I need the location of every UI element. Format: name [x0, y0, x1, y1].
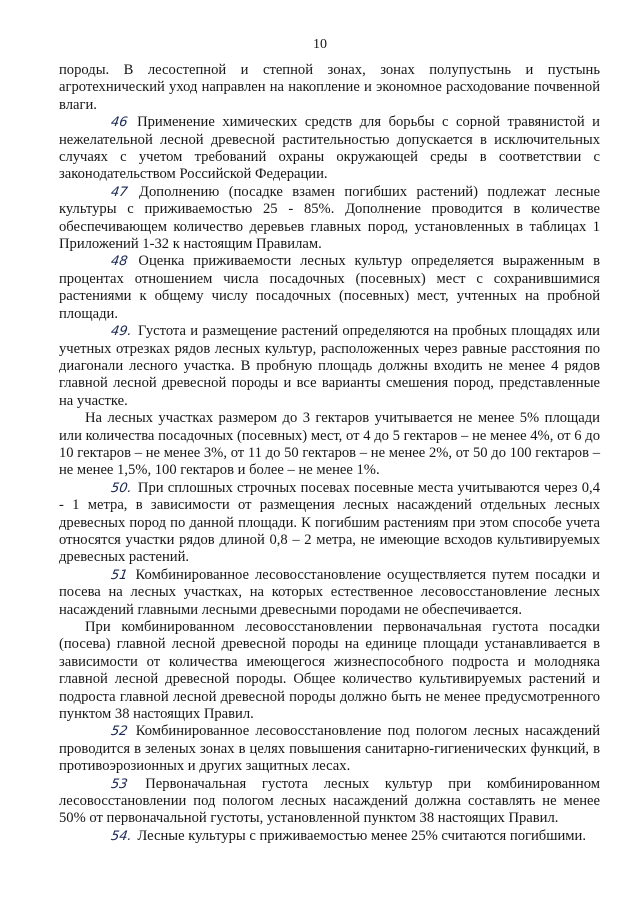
handwritten-item-number: 50. [109, 480, 133, 496]
paragraph [59, 184, 600, 254]
paragraph [59, 410, 600, 480]
paragraph [59, 480, 600, 567]
paragraph [59, 253, 600, 323]
paragraph-text: Комбинированное лесовосстановление осуществляется путем посадки и посева на лесных участках, на которых естественное лесовосстановление лесных насаждений главными лесными древесными породами не обеспечивается. [59, 566, 600, 618]
paragraph-text: Комбинированное лесовосстановление под пологом лесных насаждений проводится в зеленых зонах в целях повышения санитарно-гигиенических функций, в противоэрозионных и других защитных лесах. [59, 723, 601, 775]
paragraph-text: Густота и размещение растений определяются на пробных площадях или учетных отрезках рядов лесных культур, расположенных через равные расстояния по диагонали лесного участка. В пробную площадь должны входить не менее 4 рядов главной лесной древесной породы и все варианты смешения пород, представленные на участке. [59, 323, 600, 409]
paragraph-text: Дополнению (посадке взамен погибших растений) подлежат лесные культуры с приживаемостью 25 - 85%. Дополнение проводится в количестве обеспечивающем количество деревьев главных пород, установленных в таблицах 1 Приложений 1-32 к настоящим Правилам. [59, 183, 600, 253]
paragraph [59, 776, 600, 828]
paragraph-text: породы. В лесостепной и степной зонах, зонах полупустынь и пустынь агротехнический уход направлен на накопление и экономное расходование почвенной влаги. [59, 62, 600, 113]
document-body [59, 62, 600, 845]
handwritten-item-number: 49. [109, 324, 133, 340]
paragraph-text: Лесные культуры с приживаемостью менее 25% считаются погибшими. [137, 827, 586, 844]
handwritten-item-number: 51 [109, 567, 129, 583]
page-number: 10 [313, 37, 327, 52]
paragraph [59, 619, 600, 723]
paragraph-text: Применение химических средств для борьбы с сорной травянистой и нежелательной лесной древесной растительностью допускается в исключительных случаях с учетом требований охраны окружающей среды в соответствии с законодательством Российской Федерации. [59, 114, 600, 183]
paragraph-text: При комбинированном лесовосстановлении первоначальная густота посадки (посева) главной лесной древесной породы на единице площади устанавливается в зависимости от количества имеющегося жизнеспособного подроста и молодняка главной лесной древесной породы. Общее количество культивируемых растений и подроста главной лесной древесной породы должно быть не менее предусмотренного пунктом 38 настоящих Правил. [59, 619, 600, 723]
paragraph-text: При сплошных строчных посевах посевные места учитываются через 0,4 - 1 метра, в зависимости от размещения лесных насаждений отдельных лесных древесных пород по данной площади. К погибшим растениям при этом способе учета относятся участки рядов длиной 0,8 – 2 метра, не имеющие всходов культивируемых древесных растений. [59, 479, 601, 566]
paragraph [59, 828, 600, 845]
handwritten-item-number: 46 [109, 115, 129, 131]
handwritten-item-number: 48 [109, 254, 129, 270]
handwritten-item-number: 47 [109, 184, 129, 200]
paragraph [59, 567, 600, 619]
paragraph-text: На лесных участках размером до 3 гектаров учитывается не менее 5% площади или количества посадочных (посевных) мест, от 4 до 5 гектаров – не менее 4%, от 6 до 10 гектаров – не менее 3%, от 11 до 50 гектаров – не менее 2%, от 50 до 100 гектаров – не менее 1,5%, 100 гектаров и более – не менее 1%. [59, 410, 600, 479]
handwritten-item-number: 54. [109, 828, 133, 844]
handwritten-item-number: 52 [109, 724, 129, 740]
paragraph [59, 114, 600, 184]
paragraph [59, 723, 600, 775]
paragraph [59, 62, 600, 114]
paragraph [59, 323, 600, 410]
handwritten-item-number: 53 [109, 776, 129, 792]
paragraph-text: Оценка приживаемости лесных культур определяется выраженным в процентах отношением числа посадочных (посевных) мест с сохранившимися растениями к общему числу посадочных (посевных) мест, учтенных на пробной площади. [59, 253, 601, 322]
paragraph-text: Первоначальная густота лесных культур при комбинированном лесовосстановлении под пологом лесных насаждений должна составлять не менее 50% от первоначальной густоты, установленной пунктом 38 настоящих Правил. [59, 775, 601, 827]
